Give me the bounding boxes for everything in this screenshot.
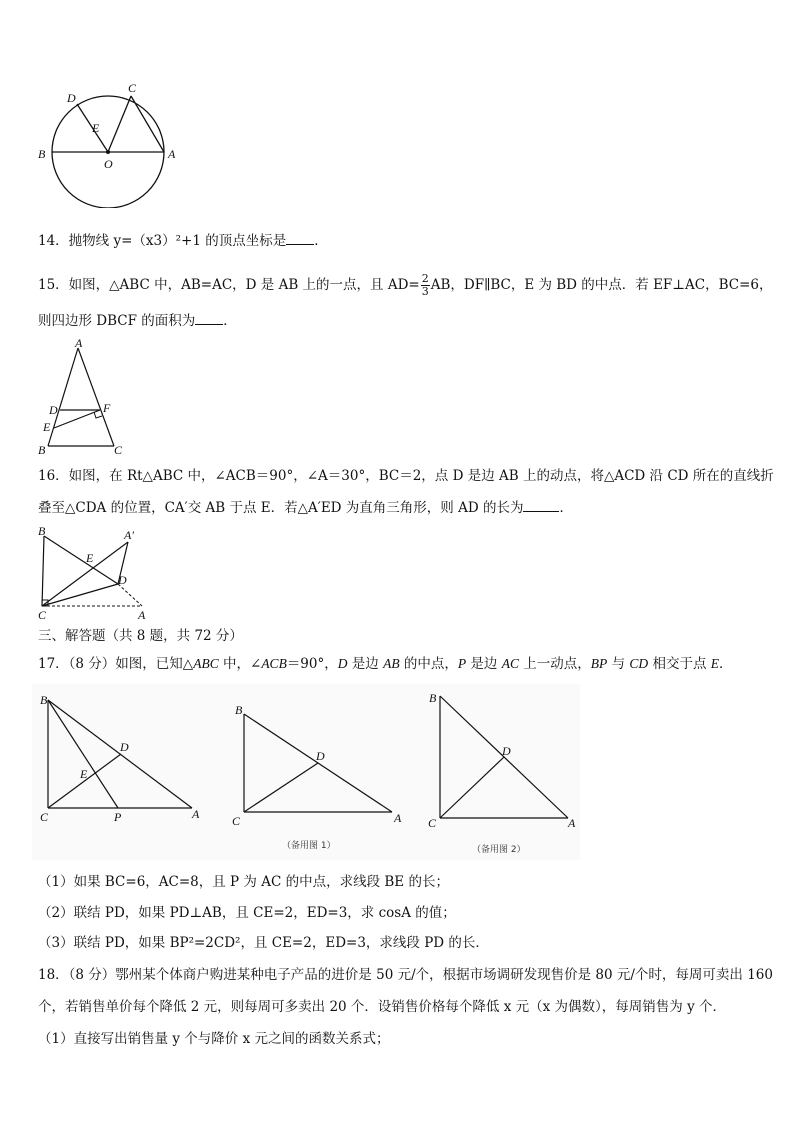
question-18-line1 [38,966,773,984]
fold-figure-16 [34,522,164,622]
q17-p1-text: （1）如果 BC=6，AC=8，且 P 为 AC 的中点，求线段 BE 的长； [38,874,449,890]
label-a: A [394,811,402,825]
q17-t14: 与 [607,656,630,672]
q17-p2-text: （2）联结 PD，如果 PD⊥AB，且 CE=2，ED=3，求 cosA 的值； [38,905,456,921]
question-16-line2 [38,499,573,517]
label-d: D [49,403,58,417]
chord-oc [108,96,131,152]
q16-answer-blank [523,501,559,512]
q17-t17: E [710,656,719,671]
label-b: B [38,443,46,457]
q17-part-3 [38,934,489,952]
label-b: B [429,691,437,705]
label-a: A [138,608,146,622]
q18-part-1 [38,1030,390,1048]
segment-cd [42,584,118,606]
label-o: O [104,157,113,171]
question-18-line2 [38,998,726,1016]
label-c: C [232,814,241,828]
label-c: C [114,443,123,457]
label-d: D [120,740,129,754]
label-e: E [92,121,100,135]
label-b: B [235,703,243,717]
q17-t15: CD [629,656,649,671]
section-3-heading [38,627,243,645]
label-a: A [192,807,200,821]
q17-t8: 的中点， [399,656,458,672]
label-b: B [38,524,46,538]
frac-num: 2 [421,272,429,285]
label-b: B [38,147,46,161]
q14-answer-blank [286,234,314,245]
label-e: E [80,767,88,781]
section-3-text: 三、解答题（共 8 题，共 72 分） [38,628,243,644]
q14-text: 14．抛物线 y=（x3）²+1 的顶点坐标是 [38,233,287,249]
q15-end: ． [223,313,237,329]
question-16-line1 [38,467,774,485]
q17-t7: AB [383,656,400,671]
q17-t4: ＝90°， [286,656,338,672]
q17-t10: 是边 [466,656,502,672]
side-ac [78,348,114,446]
label-a: A [568,816,576,830]
label-a-prime: A′ [124,528,134,542]
label-p: P [114,810,122,824]
q16-line2: 叠至△CDA 的位置，CA′交 AB 于点 E．若△A′ED 为直角三角形，则 AD 的长为 [38,500,524,516]
q17-part-2 [38,904,456,922]
label-b: B [40,693,48,707]
q18-p1-text: （1）直接写出销售量 y 个与降价 x 元之间的函数关系式； [38,1031,390,1047]
q17-t1: ABC [193,656,219,671]
q17-t6: 是边 [347,656,384,672]
right-angle-mark [94,412,102,418]
q17-t5: D [337,656,348,671]
label-d: D [316,749,325,763]
q17-t18: ． [719,656,733,672]
label-c: C [128,81,137,95]
q17-t3: ACB [261,656,287,671]
q15-line2: 则四边形 DBCF 的面积为 [38,313,196,329]
side-ab [48,348,78,446]
caption-spare-1: （备用图 1） [282,841,336,851]
q17-t12: 上一动点， [519,656,591,672]
q18-line2: 个，若销售单价每个降低 2 元，则每周可多卖出 20 个．设销售价格每个降低 x 元（x 为偶数），每周销售为 y 个． [38,999,726,1015]
side-bc [42,536,44,606]
label-c: C [38,608,47,622]
q16-line1: 16．如图，在 Rt△ABC 中，∠ACB＝90°，∠A＝30°，BC＝2，点 D 是边 AB 上的动点，将△ACD 沿 CD 所在的直线折 [38,468,774,484]
circle-figure [34,78,194,208]
caption-spare-2: （备用图 2） [472,845,526,855]
q17-p3-text: （3）联结 PD，如果 BP²=2CD²，且 CE=2，ED=3，求线段 PD 的长． [38,935,489,951]
q17-t16: 相交于点 [648,656,711,672]
q16-end: ． [559,500,573,516]
q17-t9: P [457,656,467,671]
q17-t2: 中，∠ [218,656,262,672]
chord-ca [131,96,164,152]
question-15-line1 [38,273,772,298]
label-a: A [75,338,83,350]
label-d: D [118,573,127,587]
label-f: F [103,401,111,415]
question-17 [38,655,733,673]
center-point [106,150,110,154]
label-a: A [168,147,176,161]
q18-line1: 18．（8 分）鄂州某个体商户购进某种电子产品的进价是 50 元/个，根据市场调研发现售价是 80 元/个时，每周可卖出 160 [38,967,773,983]
label-e: E [43,420,51,434]
segment-ca1 [42,542,128,606]
q15-answer-blank [195,314,223,325]
fraction-two-thirds [421,273,430,298]
label-d: D [502,744,511,758]
question-14 [38,232,328,250]
figures-17 [32,684,580,860]
label-d: D [67,91,76,105]
label-e: E [86,551,94,565]
frac-den: 3 [421,285,429,298]
q17-t13: BP [590,656,608,671]
q15-text-b: AB，DF∥BC，E 为 BD 的中点．若 EF⊥AC，BC=6， [430,277,773,293]
dashed-da [118,584,142,606]
question-15-line2 [38,312,237,330]
segment-ef [54,410,100,428]
q17-t11: AC [501,656,519,671]
label-c: C [40,810,49,824]
q14-end: ． [314,233,328,249]
q15-text-a: 15．如图，△ABC 中，AB=AC，D 是 AB 上的一点，且 AD= [38,277,420,293]
q17-label: 17．（8 分）如图，已知△ [38,656,194,672]
q17-part-1 [38,873,449,891]
label-c: C [428,816,437,830]
figure-panel [32,684,580,860]
triangle-figure-15 [34,338,134,458]
